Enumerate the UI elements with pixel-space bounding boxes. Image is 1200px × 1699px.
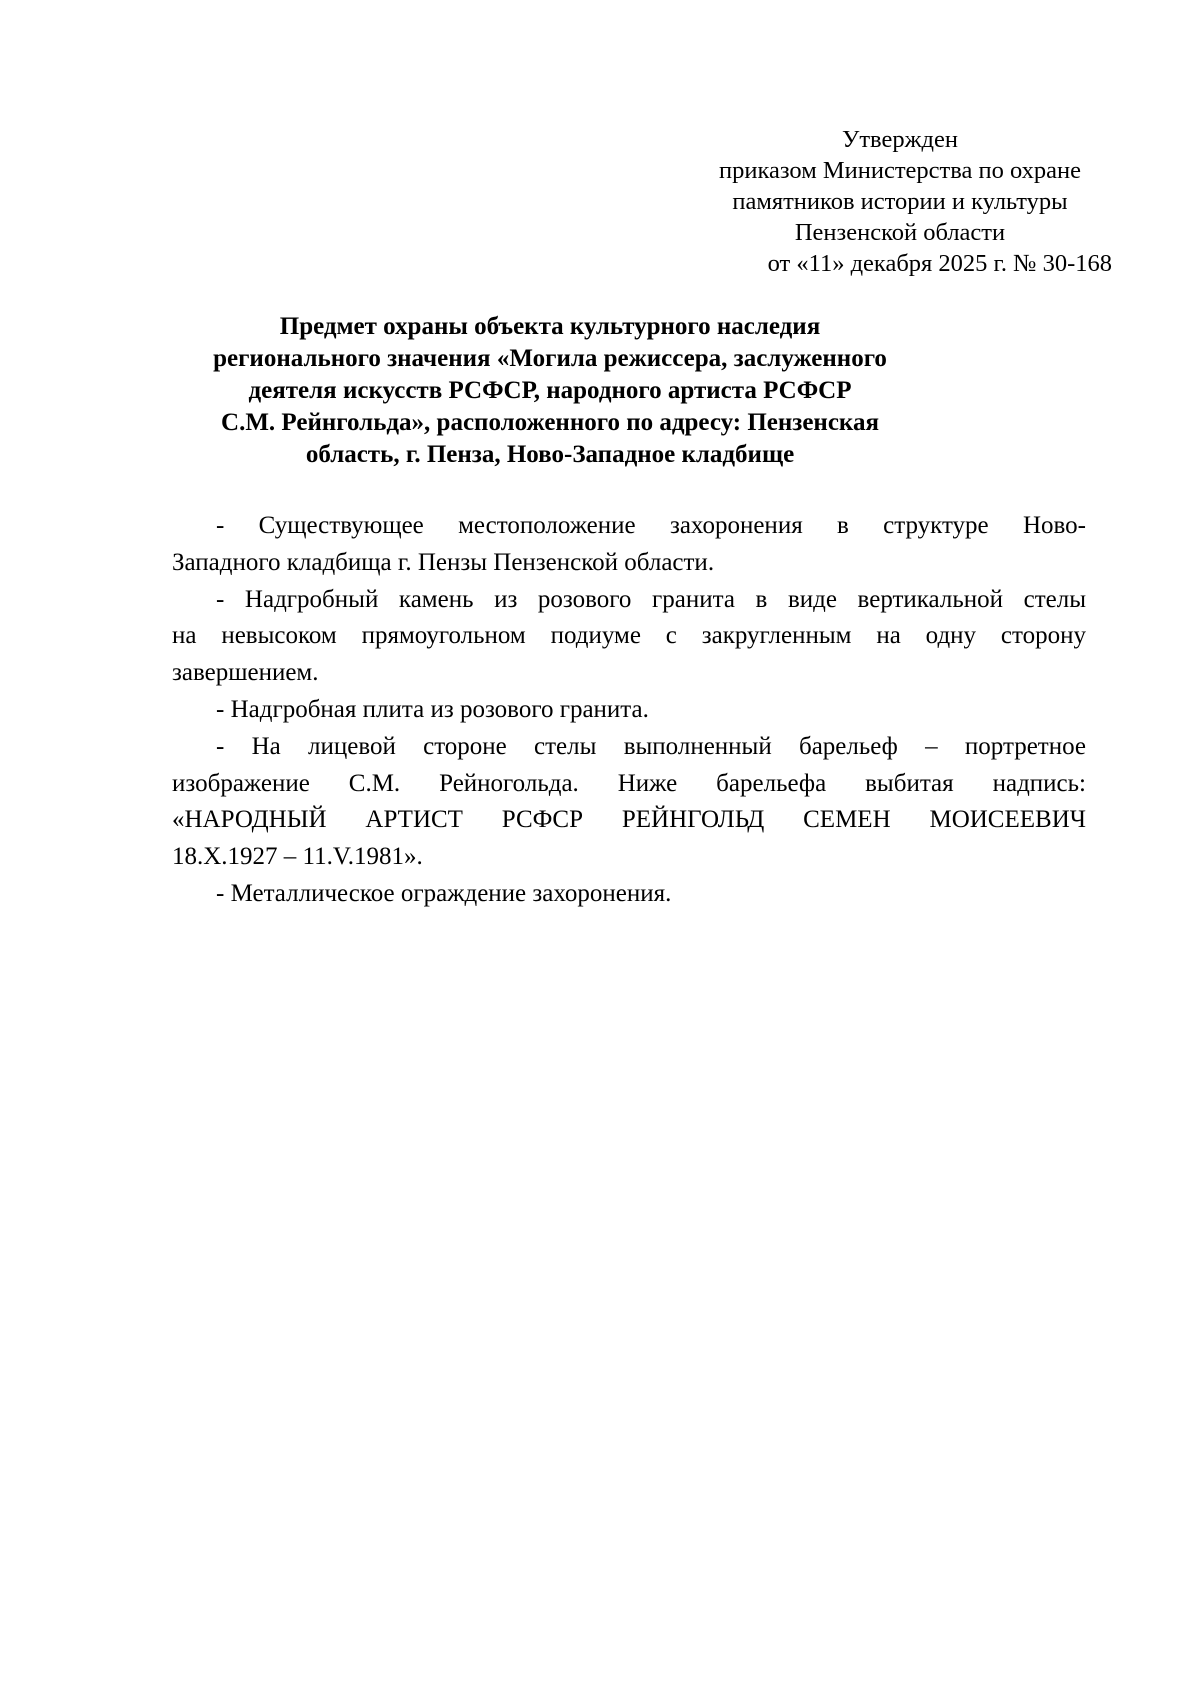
- title-line: регионального значения «Могила режиссера, заслуженного: [213, 345, 887, 372]
- document-title: [200, 311, 900, 471]
- paragraph-line: - Металлическое ограждение захоронения.: [216, 879, 672, 907]
- paragraph: [172, 729, 1086, 876]
- approval-stamp: [690, 124, 1110, 279]
- approval-line: Пензенской области: [794, 219, 1006, 246]
- title-line: С.М. Рейнгольда», расположенного по адресу: Пензенская: [221, 409, 879, 436]
- paragraph-line: на невысоком прямоугольном подиуме с закругленным на одну сторону: [172, 622, 1086, 650]
- paragraph-line: - Надгробный камень из розового гранита в виде вертикальной стелы: [216, 585, 1086, 613]
- approval-line: Утвержден: [842, 126, 958, 153]
- paragraph: [172, 692, 1086, 729]
- paragraph-line: завершением.: [172, 659, 319, 687]
- title-line: область, г. Пенза, Ново-Западное кладбище: [305, 441, 795, 468]
- paragraph-line: 18.X.1927 – 11.V.1981».: [172, 843, 423, 871]
- paragraph-line: «НАРОДНЫЙ АРТИСТ РСФСР РЕЙНГОЛЬД СЕМЕН МОИСЕЕВИЧ: [172, 806, 1086, 834]
- document-body: [172, 508, 1086, 913]
- approval-line: памятников истории и культуры: [732, 188, 1068, 215]
- approval-date-line: от «11» декабря 2025 г. № 30-168: [767, 250, 1112, 277]
- paragraph-line: изображение С.М. Рейногольда. Ниже барельефа выбитая надпись:: [172, 769, 1086, 797]
- paragraph-line: - На лицевой стороне стелы выполненный барельеф – портретное: [216, 732, 1086, 760]
- paragraph-line: Западного кладбища г. Пензы Пензенской области.: [172, 548, 715, 576]
- approval-line: приказом Министерства по охране: [719, 157, 1081, 184]
- paragraph-line: - Надгробная плита из розового гранита.: [216, 695, 649, 723]
- title-line: деятеля искусств РСФСР, народного артиста РСФСР: [248, 377, 852, 404]
- paragraph: [172, 876, 1086, 913]
- paragraph-line: - Существующее местоположение захоронения в структуре Ново-: [216, 512, 1086, 539]
- title-line: Предмет охраны объекта культурного наследия: [279, 313, 821, 340]
- paragraph: [172, 582, 1086, 692]
- paragraph: [172, 508, 1086, 582]
